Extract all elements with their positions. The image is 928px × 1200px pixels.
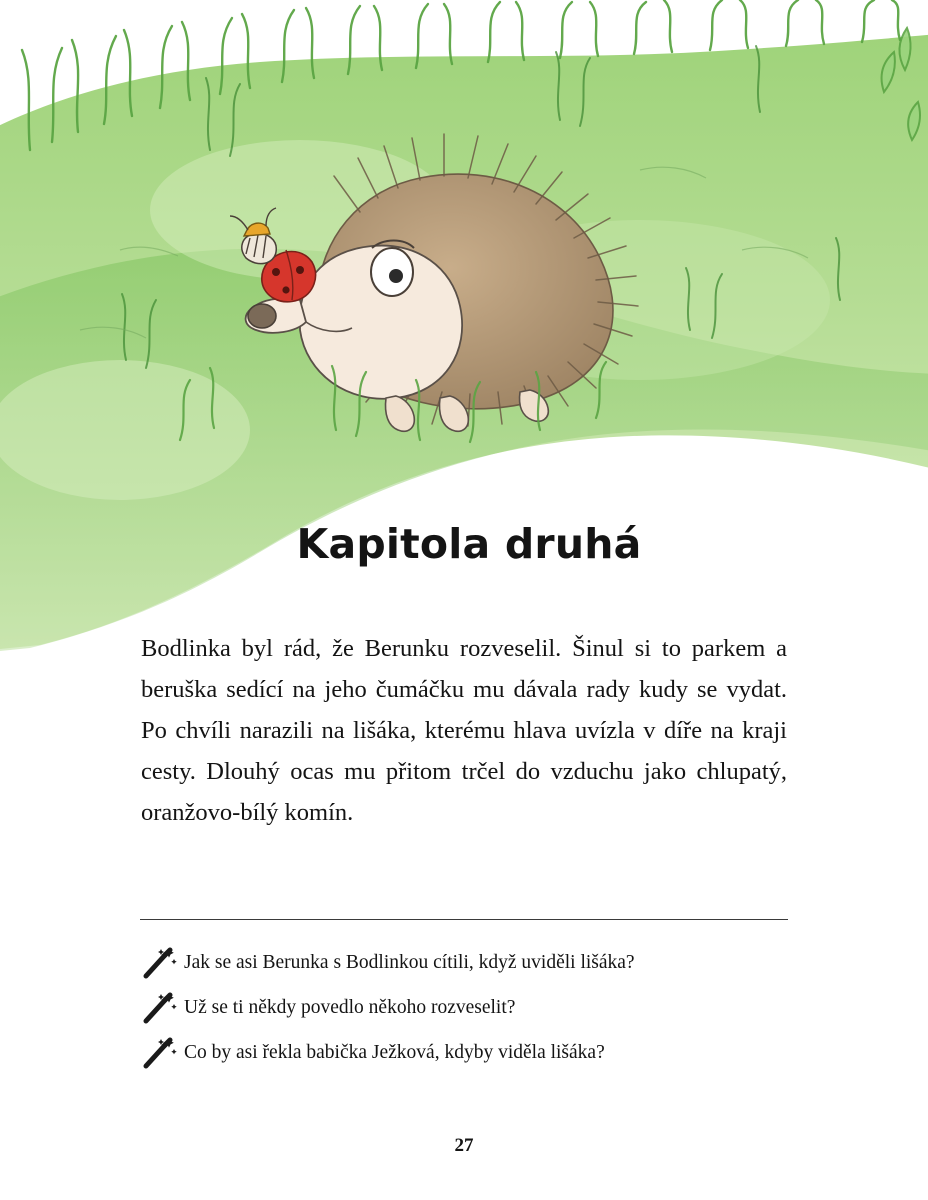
page-number: 27 — [454, 1135, 474, 1156]
magic-wand-icon — [140, 946, 178, 980]
question-text: Už se ti někdy povedlo někoho rozveselit? — [184, 997, 516, 1018]
page-content — [0, 520, 928, 1081]
section-divider — [140, 919, 788, 920]
magic-wand-icon — [140, 1036, 178, 1070]
list-item — [140, 991, 788, 1025]
magic-wand-icon — [140, 991, 178, 1025]
list-item — [140, 1036, 788, 1070]
chapter-title: Kapitola druhá — [296, 520, 642, 568]
body-paragraph: Bodlinka byl rád, že Berunku rozveselil. Šinul si to parkem a beruška sedící na jeho čumáčku mu dávala rady kudy se vydat. Po chvíli narazili na lišáka, kterému hlava uvízla v díře na kraji cesty. Dlouhý ocas mu přitom trčel do vzduchu jako chlupatý, oranžovo-bílý komín. — [141, 635, 787, 826]
question-text: Co by asi řekla babička Ježková, kdyby viděla lišáka? — [184, 1042, 605, 1063]
questions-list — [140, 946, 788, 1070]
list-item — [140, 946, 788, 980]
question-text: Jak se asi Berunka s Bodlinkou cítili, když uviděli lišáka? — [184, 952, 635, 973]
